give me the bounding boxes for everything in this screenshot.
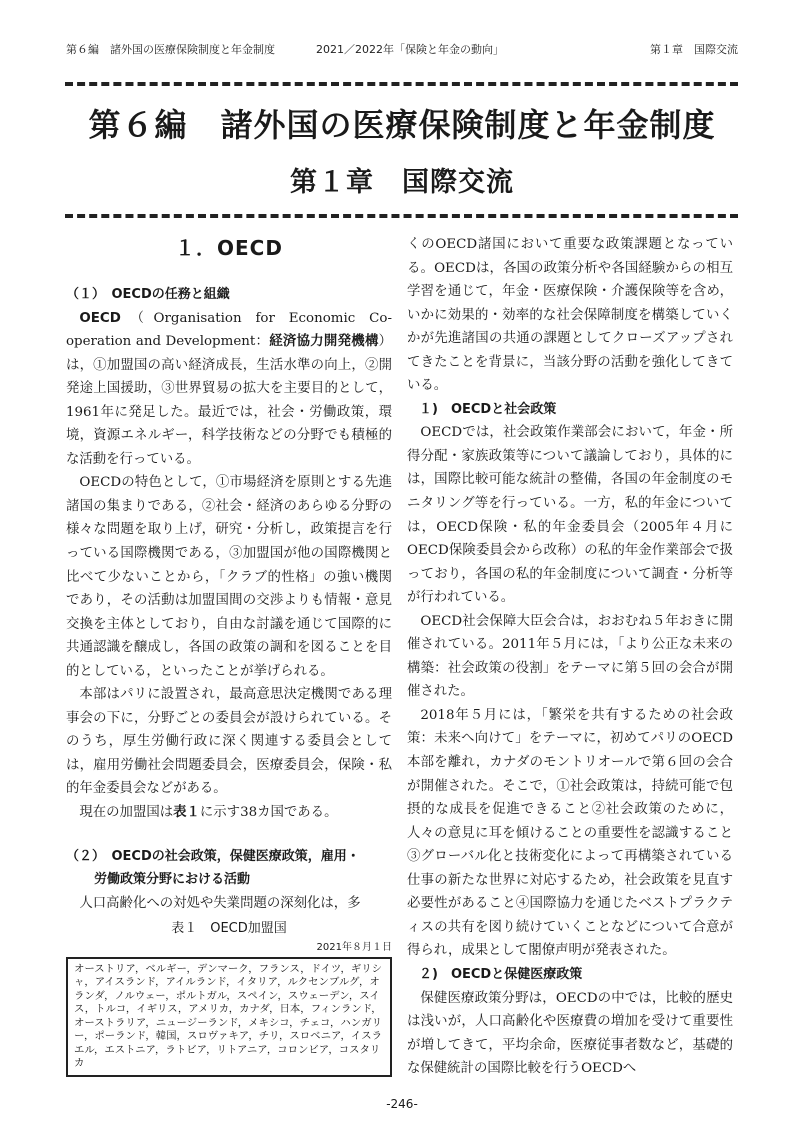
running-header-left: 第６編 諸外国の医療保険制度と年金制度 [66, 43, 275, 56]
paragraph-social-policy-working-party: OECDでは，社会政策作業部会において，年金・所得分配・家族政策等について議論しており，具体的には，国際比較可能な統計の整備，各国の年金制度のモニタリング等を行っている。一方，私的年金については，OECD保険・私的年金委員会（2005年４月にOECD保険委員会から改称）の私的年金作業部会で扱っており，各国の私的年金制度について調査・分析等が行われている。 [407, 425, 733, 606]
paragraph-2018-meeting: 2018年５月には，「繁栄を共有するための社会政策：未来へ向けて」をテーマに，初めてパリのOECD本部を離れ，カナダのモントリオールで第６回の会合が開催された。そこで，①社会政策は，持続可能で包摂的な成長を促進できること②社会政策のために，人々の意見に耳を傾けることの重要性を認識すること③グローバル化と技術変化によって再構築されている仕事の新たな世界に対応するため，社会政策を見直す必要性があること④国際協力を通じたベストプラクティスの共有を図り続けていくことなどについて合意が得られ，成果として閣僚声明が発表された。 [407, 707, 733, 959]
paragraph-oecd-headquarters: 本部はパリに設置され，最高意思決定機関である理事会の下に，分野ごとの委員会が設けられている。そのうち，厚生労働行政に深く関連する委員会としては，雇用労働社会問題委員会，医療委員会，保険・私的年金委員会などがある。 [66, 687, 392, 797]
paragraph-member-count [66, 801, 392, 825]
subsection-heading-2-line1: （２） OECDの社会政策，保健医療政策，雇用・ [66, 848, 360, 864]
top-dashed-rule [65, 82, 738, 86]
oecd-japanese-name: 経済協力開発機構 [269, 334, 379, 350]
table-ref: 表１ [173, 805, 200, 821]
table-date: 2021年８月１日 [316, 941, 392, 953]
heading-social-policy: １) OECDと社会政策 [419, 401, 557, 417]
subsection-heading-2-line2: 労働政策分野における活動 [94, 872, 251, 888]
running-header-right: 第１章 国際交流 [650, 43, 738, 56]
paragraph-continued: くのOECD諸国において重要な政策課題となっている。OECDは，各国の政策分析や各国経験からの相互学習を通じて，年金・医療保険・介護保険等を含め，いかに効果的・効率的な社会保障制度を構築していくかが先進諸国の共通の課題としてクローズアップされてきたことを背景に，当該分野の活動を強化してきている。 [407, 237, 733, 394]
page-number: -246- [386, 1097, 418, 1111]
paragraph-oecd-features: OECDの特色として，①市場経済を原則とする先進諸国の集まりである，②社会・経済のあらゆる分野の様々な問題を取り上げ，研究・分析し，政策提言を行っている国際機関である，③加盟国が他の国際機関と比べて少ないことから，「クラブ的性格」の強い機関であり，その活動は加盟国間の交渉よりも情報・意見交換を主体としており，自由な討議を通じて国際的に共通認識を醸成し，各国の政策の調和を図ることを目的としている，といったことが挙げられる。 [66, 475, 392, 679]
oecd-english-name: （Organisation for Economic Co-operation and Development： [66, 310, 392, 350]
paragraph-health-policy: 保健医療政策分野は，OECDの中では，比較的歴史は浅いが，人口高齢化や医療費の増加を受けて重要性が増してきて，平均余命，医療従事者数など，基礎的な保健統計の国際比較を行うOECDへ [407, 990, 733, 1077]
subsection-heading-1: （１） OECDの任務と組織 [66, 287, 230, 302]
bottom-dashed-rule [65, 214, 738, 218]
paragraph-aging-intro: 人口高齢化への対処や失業問題の深刻化は，多 [79, 895, 361, 911]
oecd-purpose-text: ）は，①加盟国の高い経済成長，生活水準の向上，②開発途上国援助，③世界貿易の拡大を主要目的として，1961年に発足した。最近では，社会・労働政策，環境，資源エネルギー，科学技術などの分野でも積極的な活動を行っている。 [66, 334, 393, 467]
section-title: １．OECD [175, 236, 283, 260]
member-countries-table: オーストリア，ベルギー，デンマーク，フランス，ドイツ，ギリシャ，アイスランド，アイルランド，イタリア，ルクセンブルグ，オランダ，ノルウェー，ポルトガル，スペイン，スウェーデン，スイス，トルコ，イギリス，アメリカ，カナダ，日本，フィンランド，オーストラリア，ニュージーランド，メキシコ，チェコ，ハンガリー，ポーランド，韓国，スロヴァキア，チリ，スロベニア，イスラエル，エストニア，ラトビア，リトアニア，コロンビア，コスタリカ [66, 957, 392, 1077]
running-header-center: 2021／2022年「保険と年金の動向」 [316, 43, 504, 56]
term-oecd: OECD [79, 310, 121, 326]
member-count-text-a: 現在の加盟国は [79, 805, 174, 821]
table-title: 表１ OECD加盟国 [171, 921, 287, 937]
right-column [407, 233, 733, 1081]
chapter-title: 第１章 国際交流 [290, 167, 514, 198]
part-title: 第６編 諸外国の医療保険制度と年金制度 [88, 106, 716, 144]
paragraph-ministerial-meeting: OECD社会保障大臣会合は，おおむね５年おきに開催されている。2011年５月には，「より公正な未来の構築：社会政策の役割」をテーマに第５回の会合が開催された。 [407, 613, 733, 700]
left-column [66, 233, 392, 1077]
paragraph-oecd-definition [66, 307, 392, 472]
subsection-heading-2 [66, 845, 392, 892]
member-count-text-b: に示す38カ国である。 [199, 805, 338, 821]
heading-health-policy: ２) OECDと保健医療政策 [419, 966, 583, 982]
